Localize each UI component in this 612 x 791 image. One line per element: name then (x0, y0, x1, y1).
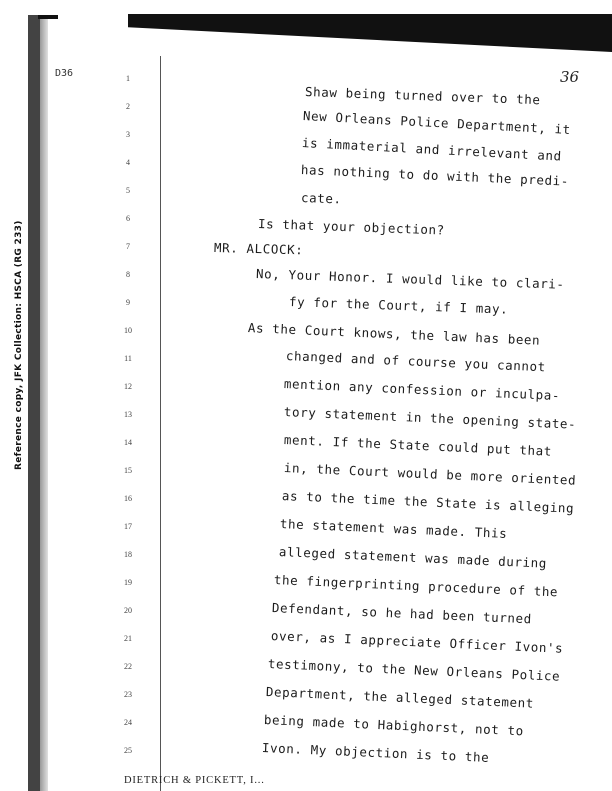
line-number: 22 (124, 662, 132, 671)
transcript-line: testimony, to the New Orleans Police (267, 656, 561, 684)
transcript-line: Is that your objection? (257, 216, 446, 238)
line-number: 20 (124, 606, 132, 615)
reporter-footer: DIETRICH & PICKETT, I... (124, 775, 265, 786)
transcript-line: tory statement in the opening state- (283, 404, 577, 432)
line-number: 24 (124, 718, 132, 727)
transcript-line: is immaterial and irrelevant and (301, 135, 563, 164)
margin-rule (160, 56, 161, 791)
line-number: 25 (124, 746, 132, 755)
transcript-line: New Orleans Police Department, it (302, 108, 572, 138)
transcript-line: No, Your Honor. I would like to clari- (255, 266, 565, 292)
line-number: 13 (124, 410, 132, 419)
transcript-line: cate. (300, 190, 342, 207)
transcript-line: the statement was made. This (279, 516, 508, 541)
transcript-line: as to the time the State is alleging (281, 488, 575, 516)
scan-top-edge (128, 14, 612, 52)
line-number: 12 (124, 382, 132, 391)
line-number: 15 (124, 466, 132, 475)
transcript-line: over, as I appreciate Officer Ivon's (270, 628, 564, 656)
line-number: 19 (124, 578, 132, 587)
transcript-line: changed and of course you cannot (285, 348, 547, 375)
line-number: 9 (126, 298, 130, 307)
scan-left-edge (28, 15, 40, 791)
line-number: 8 (126, 270, 130, 279)
transcript-line: has nothing to do with the predi- (300, 162, 570, 189)
scan-corner-mark (38, 15, 58, 19)
line-number: 3 (126, 130, 130, 139)
document-id: D36 (55, 68, 74, 79)
line-number: 18 (124, 550, 132, 559)
line-number: 14 (124, 438, 132, 447)
line-number: 17 (124, 522, 132, 531)
transcript-line: Ivon. My objection is to the (261, 740, 490, 765)
transcript-line: mention any confession or inculpa- (283, 376, 561, 404)
transcript-line: the fingerprinting procedure of the (273, 572, 559, 600)
transcript-line: Department, the alleged statement (265, 684, 535, 711)
line-number: 5 (126, 186, 130, 195)
line-number: 11 (124, 354, 132, 363)
page-number: 36 (560, 68, 580, 86)
line-number: 21 (124, 634, 132, 643)
transcript-line: Defendant, so he had been turned (271, 600, 533, 627)
line-number: 7 (126, 242, 130, 251)
line-number: 10 (124, 326, 132, 335)
transcript-line: being made to Habighorst, not to (263, 712, 525, 739)
transcript-line: in, the Court would be more oriented (283, 460, 577, 488)
transcript-line: MR. ALCOCK: (213, 240, 304, 258)
line-number: 23 (124, 690, 132, 699)
line-number: 2 (126, 102, 130, 111)
transcript-line: fy for the Court, if I may. (288, 294, 509, 317)
line-number: 1 (126, 74, 130, 83)
line-number: 4 (126, 158, 130, 167)
reference-stamp: Reference copy, JFK Collection: HSCA (RG 233) (14, 220, 24, 470)
line-number: 16 (124, 494, 132, 503)
transcript-line: alleged statement was made during (278, 544, 548, 571)
scan-left-shadow (40, 15, 48, 791)
line-number: 6 (126, 214, 130, 223)
transcript-line: ment. If the State could put that (283, 432, 553, 459)
transcript-line: As the Court knows, the law has been (247, 320, 541, 348)
transcript-line: Shaw being turned over to the (304, 84, 541, 108)
